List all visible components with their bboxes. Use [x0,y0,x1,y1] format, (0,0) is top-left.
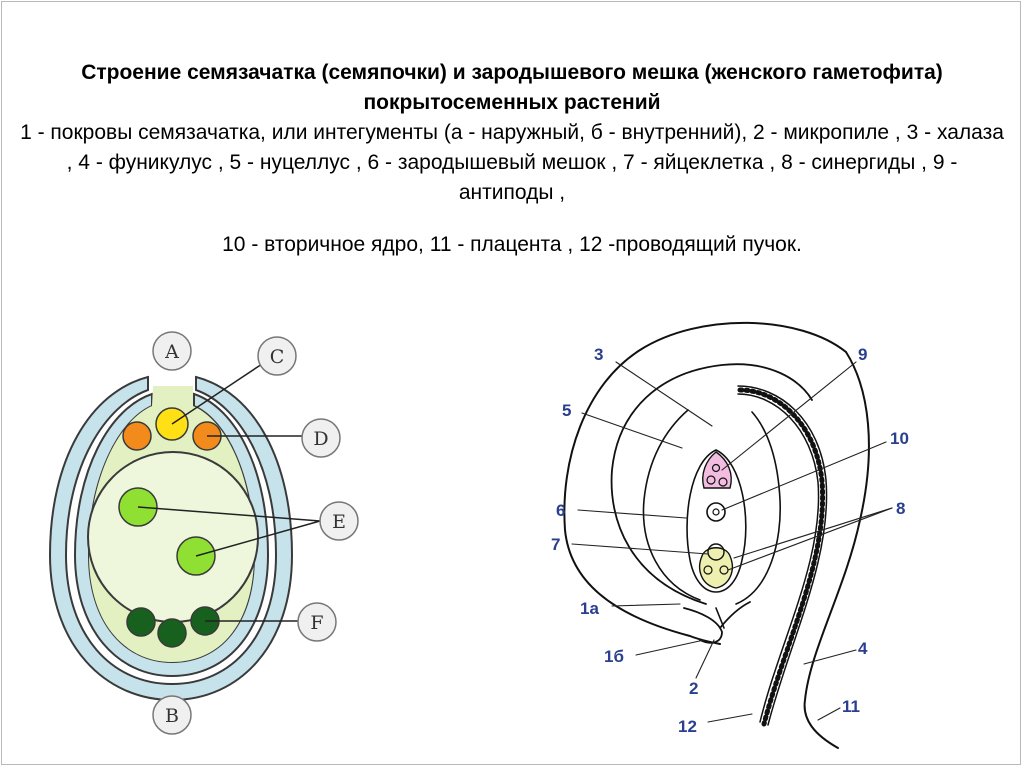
integument-tip-left [684,608,722,643]
label-8: 8 [896,499,906,518]
label-d: D [313,428,329,450]
antipodal-middle [158,619,186,647]
label-3: 3 [594,345,604,364]
leader-11 [818,708,840,720]
caption-legend-continued: 10 - вторичное ядро, 11 - плацента , 12 -проводящий пучок. [222,233,802,256]
label-f: F [310,612,324,634]
label-9: 9 [858,345,868,364]
leader-12 [708,714,752,722]
label-c: C [269,346,285,368]
right-ovule-diagram [564,323,892,748]
leader-1a [612,604,680,606]
leader-6 [578,510,686,518]
label-4: 4 [858,639,868,658]
central-cell [88,452,258,622]
label-a: A [165,341,179,363]
leader-5 [582,413,682,448]
label-1a: 1а [580,599,599,618]
label-12: 12 [678,717,697,736]
leader-10 [722,442,886,510]
label-1b: 1б [604,647,624,666]
secondary-nucleolus [713,509,719,515]
label-2: 2 [689,679,699,698]
nucellus-outline-left [643,410,700,600]
label-11: 11 [842,697,860,716]
integument-tip-right [720,602,750,628]
label-6: 6 [556,501,566,520]
funiculus-outline [805,352,869,748]
left-ovule-diagram [50,332,358,734]
caption-legend: 1 - покровы семязачатка, или интегументы (а - наружный, б - внутренний), 2 - микропиле , 3 - халаза , 4 - фуникулус , 5 - нуцеллус , 6 - зародышевый мешок , 7 - яйцеклетка , 8 - синергиды , 9 - антиподы , [20,121,1004,204]
secondary-nucleus [707,503,725,521]
label-10: 10 [890,429,909,448]
label-7: 7 [551,535,561,554]
label-e: E [332,511,346,533]
label-b: B [165,705,179,727]
leader-4 [804,650,856,664]
synergid-left [123,422,151,450]
antipodal-left [127,608,155,636]
slide-title: Строение семязачатка (семяпочки) и зародышевого мешка (женского гаметофита) покрытосеменных растений [81,61,943,114]
leader-1b [636,640,704,655]
leader-2 [696,640,714,678]
label-5: 5 [562,401,572,420]
